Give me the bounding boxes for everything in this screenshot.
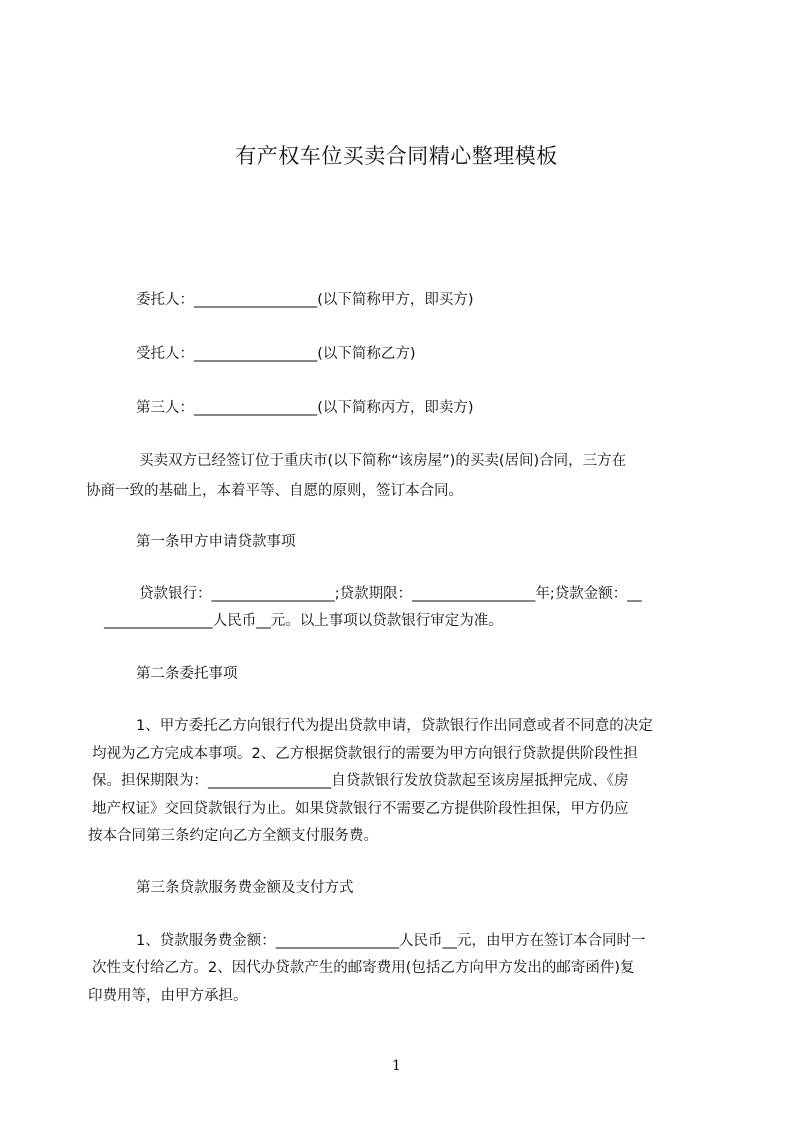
principal-line: 委托人：_________________(以下简称甲方，即买方) <box>136 292 474 308</box>
article-2-line-5: 按本合同第三条约定向乙方全额支付服务费。 <box>88 828 378 844</box>
article-2-heading: 第二条委托事项 <box>136 666 238 682</box>
article-3-heading: 第三条贷款服务费金额及支付方式 <box>136 880 354 896</box>
article-1-line-1: 贷款银行：_________________;贷款期限：_________________年;贷款金额：__ <box>139 586 642 602</box>
article-3-line-3: 印费用等，由甲方承担。 <box>88 988 248 1004</box>
article-2-line-4: 地产权证》交回贷款银行为止。如果贷款银行不需要乙方提供阶段性担保，甲方仍应 <box>92 801 629 817</box>
intro-line-1: 买卖双方已经签订位于重庆市(以下简称“该房屋”)的买卖(居间)合同，三方在 <box>139 453 627 469</box>
article-2-line-2: 均视为乙方完成本事项。2、乙方根据贷款银行的需要为甲方向银行贷款提供阶段性担 <box>92 746 638 762</box>
article-2-line-3: 保。担保期限为：_________________自贷款银行发放贷款起至该房屋抵押完成、《房 <box>92 773 629 789</box>
page-number: 1 <box>392 1058 401 1074</box>
document-title: 有产权车位买卖合同精心整理模板 <box>235 144 558 168</box>
third-party-line: 第三人：_________________(以下简称丙方，即卖方) <box>136 400 474 416</box>
article-3-line-2: 次性支付给乙方。2、因代办贷款产生的邮寄费用(包括乙方向甲方发出的邮寄函件)复 <box>92 960 635 976</box>
intro-line-2: 协商一致的基础上，本着平等、自愿的原则，签订本合同。 <box>86 483 463 499</box>
article-1-line-2: _______________人民币__元。以上事项以贷款银行审定为准。 <box>104 613 503 629</box>
article-1-heading: 第一条甲方申请贷款事项 <box>136 534 296 550</box>
article-2-line-1: 1、甲方委托乙方向银行代为提出贷款申请，贷款银行作出同意或者不同意的决定 <box>136 718 653 734</box>
article-3-line-1: 1、贷款服务费金额：_________________人民币__元，由甲方在签订本合同时一 <box>136 933 646 949</box>
agent-line: 受托人：_________________(以下简称乙方) <box>136 346 416 362</box>
